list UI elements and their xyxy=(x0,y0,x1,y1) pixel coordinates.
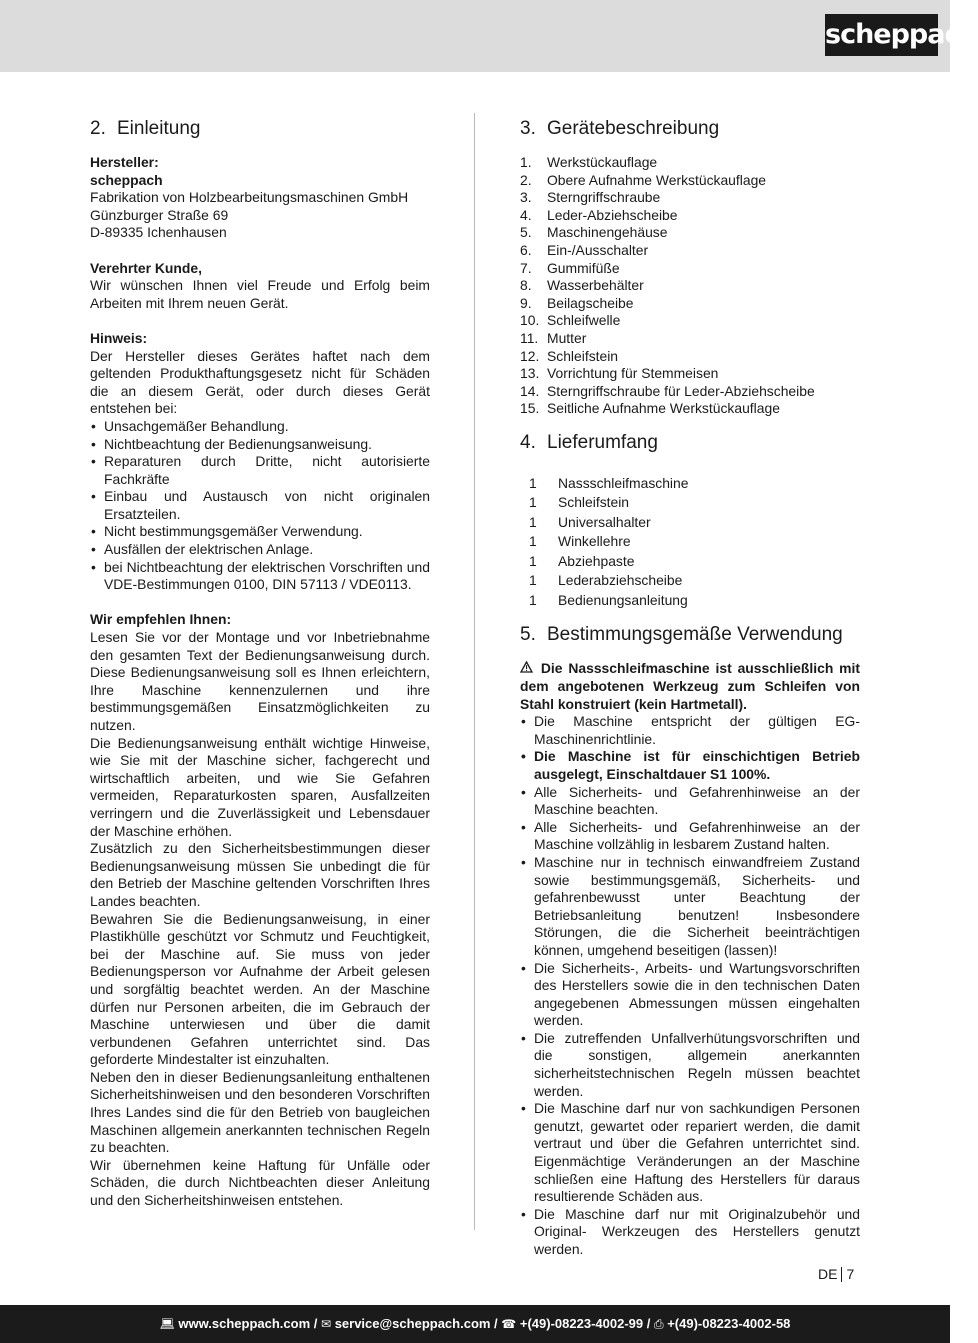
list-item: • Die Maschine entspricht der gültigen EG-Maschinenrichtlinie. xyxy=(520,713,860,748)
address-line: D-89335 Ichenhausen xyxy=(90,224,227,241)
list-item: • Maschine nur in technisch einwandfreiem Zustand sowie bestimmungsgemäß, Sicherheits- und gefahrenbewusst unter Beachtung der Betriebsanleitung benutzen! Insbesondere Störungen, die die Sicherheit beeinträchtigen können, umgehend beseitigen (lassen)! xyxy=(520,854,860,960)
recommend-paragraph: Zusätzlich zu den Sicherheitsbestimmungen dieser Bedienungsanweisung müssen Sie unbedingt die für den Betrieb der Maschine geltenden Vorschriften Ihres Landes beachten. xyxy=(90,840,430,909)
list-item: 9. Beilagscheibe xyxy=(520,294,634,311)
note-text: Der Hersteller dieses Gerätes haftet nach dem geltenden Produkthaftungsgesetz nicht für Schäden die an diesem Gerät, oder durch dieses Gerät entstehen bei: xyxy=(90,347,430,417)
list-item: 1 Schleifstein xyxy=(529,494,630,511)
recommend-paragraph: Wir übernehmen keine Haftung für Unfälle oder Schäden, die durch Nichtbeachten dieser Anleitung und den Sicherheitshinweisen entstehen. xyxy=(90,1156,430,1209)
fax-icon: ⎙ xyxy=(653,1317,664,1331)
laptop-icon: 💻︎ xyxy=(159,1317,175,1331)
section-heading-intended-use: 5. Bestimmungsgemäße Verwendung xyxy=(520,624,843,646)
page-language: DE xyxy=(818,1266,838,1282)
list-item: • Nichtbeachtung der Bedienungsanweisung. xyxy=(90,436,430,454)
page-number-value: 7 xyxy=(846,1266,855,1282)
list-item: 8. Wasserbehälter xyxy=(520,277,644,294)
list-item: 3. Sterngriffschraube xyxy=(520,189,661,206)
list-item: • Alle Sicherheits- und Gefahrenhinweise an der Maschine beachten. xyxy=(520,784,860,819)
list-item: 7. Gummifüße xyxy=(520,259,620,276)
list-item: • Die Maschine darf nur mit Originalzubehör und Original- Werkzeugen des Herstellers genutzt werden. xyxy=(520,1206,860,1259)
recommend-paragraph: Lesen Sie vor der Montage und vor Inbetriebnahme den gesamten Text der Bedienungsanweisung durch. Diese Bedienungsanweisung soll es Ihnen erleichtern, Ihre Maschine kennenzulernen und ihre bestimmungsgemäßen Einsatzmöglichkeiten zu nutzen. xyxy=(90,629,430,733)
customer-label: Verehrter Kunde, xyxy=(90,259,202,276)
warning-triangle-icon xyxy=(520,660,535,678)
list-item: • Nicht bestimmungsgemäßer Verwendung. xyxy=(90,523,430,541)
list-item: 1 Abziehpaste xyxy=(529,552,635,569)
section-heading-introduction: 2. Einleitung xyxy=(90,118,201,139)
list-item: 1 Universalhalter xyxy=(529,513,651,530)
delivery-scope-list xyxy=(520,474,860,611)
list-item: 6. Ein-/Ausschalter xyxy=(520,241,649,258)
footer-email[interactable]: service@scheppach.com / xyxy=(334,1316,498,1331)
footer-bar xyxy=(0,1305,950,1343)
warning-text: Die Nassschleifmaschine ist ausschließlich mit dem angebotenen Werkzeug zum Schleifen von Stahl konstruiert (kein Hartmetall). xyxy=(520,660,861,712)
list-item: 1 Lederabziehscheibe xyxy=(529,572,683,589)
list-item: • Die Sicherheits-, Arbeits- und Wartungsvorschriften des Herstellers sowie die in den technischen Daten angegebenen Abmessungen müssen eingehalten werden. xyxy=(520,960,860,1030)
manufacturer-name: scheppach xyxy=(90,171,163,188)
list-item: 4. Leder-Abziehscheibe xyxy=(520,206,678,223)
right-column xyxy=(520,116,860,1259)
email-icon: ✉ xyxy=(321,1317,332,1331)
recommend-label: Wir empfehlen Ihnen: xyxy=(90,611,232,628)
customer-text: Wir wünschen Ihnen viel Freude und Erfolg beim Arbeiten mit Ihrem neuen Gerät. xyxy=(90,277,430,311)
list-item: 1 Winkellehre xyxy=(529,533,631,550)
recommend-paragraph: Die Bedienungsanweisung enthält wichtige Hinweise, wie Sie mit der Maschine sicher, fachgerecht und wirtschaftlich arbeiten, und wie Sie Gefahren vermeiden, Reparaturkosten sparen, Ausfallzeiten verringern und die Zuverlässigkeit und Lebensdauer der Maschine erhöhen. xyxy=(90,734,430,839)
list-item: 13. Vorrichtung für Stemmeisen xyxy=(520,365,719,382)
footer-website[interactable]: www.scheppach.com / xyxy=(178,1316,318,1331)
list-item: 15. Seitliche Aufnahme Werkstückauflage xyxy=(520,400,780,417)
warning-paragraph xyxy=(520,660,860,713)
parts-list xyxy=(520,154,860,418)
list-item: • bei Nichtbeachtung der elektrischen Vorschriften und VDE-Bestimmungen 0100, DIN 57113 / VDE0113. xyxy=(90,559,430,594)
header-bar xyxy=(0,0,978,72)
left-column xyxy=(90,116,430,1210)
footer-fax: +(49)-08223-4002-58 xyxy=(667,1316,791,1331)
list-item: • Die zutreffenden Unfallverhütungsvorschriften und die sonstigen, allgemein anerkannten sicherheitstechnischen Regeln müssen beachtet werden. xyxy=(520,1030,860,1100)
list-item: 1. Werkstückauflage xyxy=(520,154,658,170)
intended-use-list xyxy=(520,713,860,1258)
list-item: 12. Schleifstein xyxy=(520,347,619,364)
note-bullet-list xyxy=(90,418,430,594)
recommend-paragraph: Bewahren Sie die Bedienungsanweisung, in einer Plastikhülle geschützt vor Schmutz und Feuchtigkeit, bei der Maschine auf. Sie muss von jeder Bedienungsperson vor Aufnahme der Arbeit gelesen und sorgfältig beachtet werden. An der Maschine dürfen nur Personen arbeiten, die im Gebrauch der Maschine unterwiesen und über die damit verbundenen Gefahren unterrichtet sind. Das geforderte Mindestalter ist einzuhalten. xyxy=(90,910,430,1068)
address-line: Günzburger Straße 69 xyxy=(90,206,229,223)
footer-phone: +(49)-08223-4002-99 / xyxy=(519,1316,651,1331)
address-line: Fabrikation von Holzbearbeitungsmaschinen GmbH xyxy=(90,189,409,206)
phone-icon: ☎ xyxy=(501,1317,517,1331)
column-divider xyxy=(474,113,475,1230)
list-item: 10. Schleifwelle xyxy=(520,312,621,329)
list-item: • Alle Sicherheits- und Gefahrenhinweise an der Maschine vollzählig in lesbarem Zustand halten. xyxy=(520,819,860,854)
list-item: • Einbau und Austausch von nicht originalen Ersatzteilen. xyxy=(90,488,430,523)
manufacturer-label: Hersteller: xyxy=(90,154,159,170)
section-heading-scope-of-delivery: 4. Lieferumfang xyxy=(520,431,658,453)
list-item: • Ausfällen der elektrischen Anlage. xyxy=(90,541,430,559)
list-item: 5. Maschinengehäuse xyxy=(520,224,668,241)
list-item: 14. Sterngriffschraube für Leder-Abziehscheibe xyxy=(520,382,815,399)
scheppach-logo: scheppach xyxy=(825,14,938,56)
recommend-paragraph: Neben den in dieser Bedienungsanleitung enthaltenen Sicherheitshinweisen und den besonderen Vorschriften Ihres Landes sind die für den Betrieb von baugleichen Maschinen allgemein anerkannten technischen Regeln zu beachten. xyxy=(90,1068,430,1156)
manufacturer-address xyxy=(90,189,430,242)
list-item: 2. Obere Aufnahme Werkstückauflage xyxy=(520,171,767,188)
list-item: • Unsachgemäßer Behandlung. xyxy=(90,418,430,436)
note-label: Hinweis: xyxy=(90,329,148,346)
list-item: • Die Maschine ist für einschichtigen Betrieb ausgelegt, Einschaltdauer S1 100%. xyxy=(520,748,860,783)
list-item: 11. Mutter xyxy=(520,329,587,346)
section-heading-device-description: 3. Gerätebeschreibung xyxy=(520,118,720,139)
list-item: 1 Nassschleifmaschine xyxy=(529,474,689,491)
list-item: • Reparaturen durch Dritte, nicht autorisierte Fachkräfte xyxy=(90,453,430,488)
list-item: • Die Maschine darf nur von sachkundigen Personen genutzt, gewartet oder repariert werden, die damit vertraut und über die Gefahren unterrichtet sind. Eigenmächtige Veränderungen an der Maschine schließen eine Haftung des Herstellers für daraus resultierende Schäden aus. xyxy=(520,1100,860,1206)
page-number xyxy=(818,1266,854,1282)
list-item: 1 Bedienungsanleitung xyxy=(529,591,688,608)
